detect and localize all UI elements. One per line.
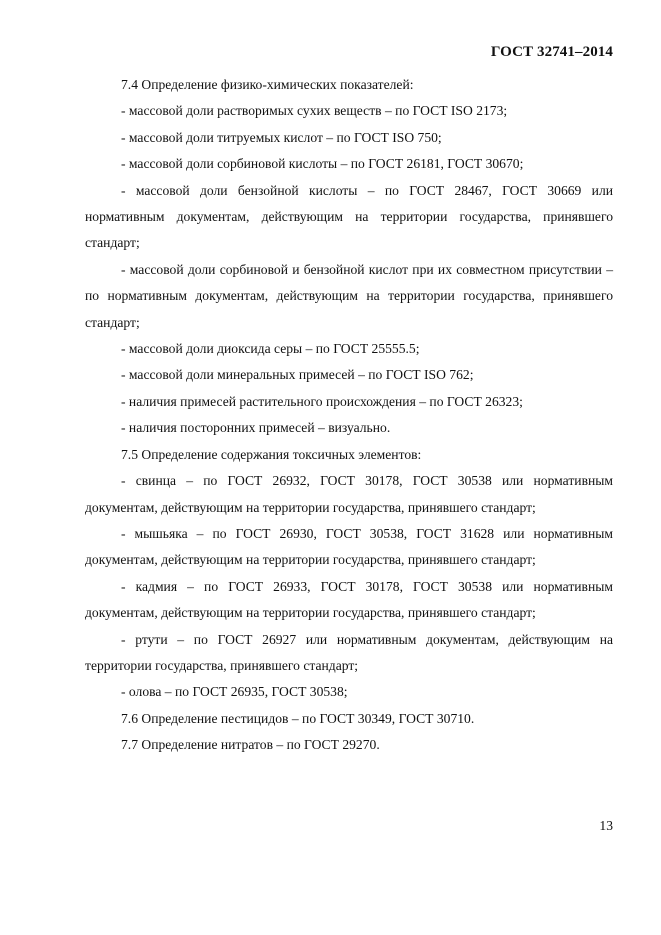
list-item: - олова – по ГОСТ 26935, ГОСТ 30538; [121,684,348,700]
section-heading-7-6: 7.6 Определение пестицидов – по ГОСТ 30349, ГОСТ 30710. [121,710,475,726]
list-item: - массовой доли бензойной кислоты – по ГОСТ 28467, ГОСТ 30669 или нормативным документам, действующим на территории государства, принявшего стандарт; [85,182,613,251]
standard-designation: ГОСТ 32741–2014 [490,44,613,60]
list-item: - массовой доли диоксида серы – по ГОСТ 25555.5; [121,341,420,357]
list-item: - свинца – по ГОСТ 26932, ГОСТ 30178, ГОСТ 30538 или нормативным документам, действующим на территории государства, принявшего стандарт; [85,473,613,515]
list-item: - ртути – по ГОСТ 26927 или нормативным документам, действующим на территории государства, принявшего стандарт; [85,631,613,673]
document-body [85,72,613,759]
list-item: - массовой доли растворимых сухих веществ – по ГОСТ ISO 2173; [121,103,508,119]
list-item: - наличия посторонних примесей – визуально. [121,420,391,436]
section-heading-7-4: 7.4 Определение физико-химических показателей: [121,77,414,92]
section-heading-7-7: 7.7 Определение нитратов – по ГОСТ 29270. [121,737,380,753]
list-item: - мышьяка – по ГОСТ 26930, ГОСТ 30538, ГОСТ 31628 или нормативным документам, действующим на территории государства, принявшего стандарт; [85,525,613,568]
list-item: - кадмия – по ГОСТ 26933, ГОСТ 30178, ГОСТ 30538 или нормативным документам, действующим на территории государства, принявшего стандарт; [85,578,613,621]
list-item: - массовой доли минеральных примесей – по ГОСТ ISO 762; [121,367,474,383]
list-item: - массовой доли сорбиновой и бензойной кислот при их совместном присутствии – по нормативным документам, действующим на территории государства, принявшего стандарт; [85,261,613,330]
page-number: 13 [599,818,613,833]
list-item: - наличия примесей растительного происхождения – по ГОСТ 26323; [121,393,523,409]
list-item: - массовой доли сорбиновой кислоты – по ГОСТ 26181, ГОСТ 30670; [121,156,524,172]
list-item: - массовой доли титруемых кислот – по ГОСТ ISO 750; [121,129,442,145]
section-heading-7-5: 7.5 Определение содержания токсичных элементов: [121,446,422,462]
